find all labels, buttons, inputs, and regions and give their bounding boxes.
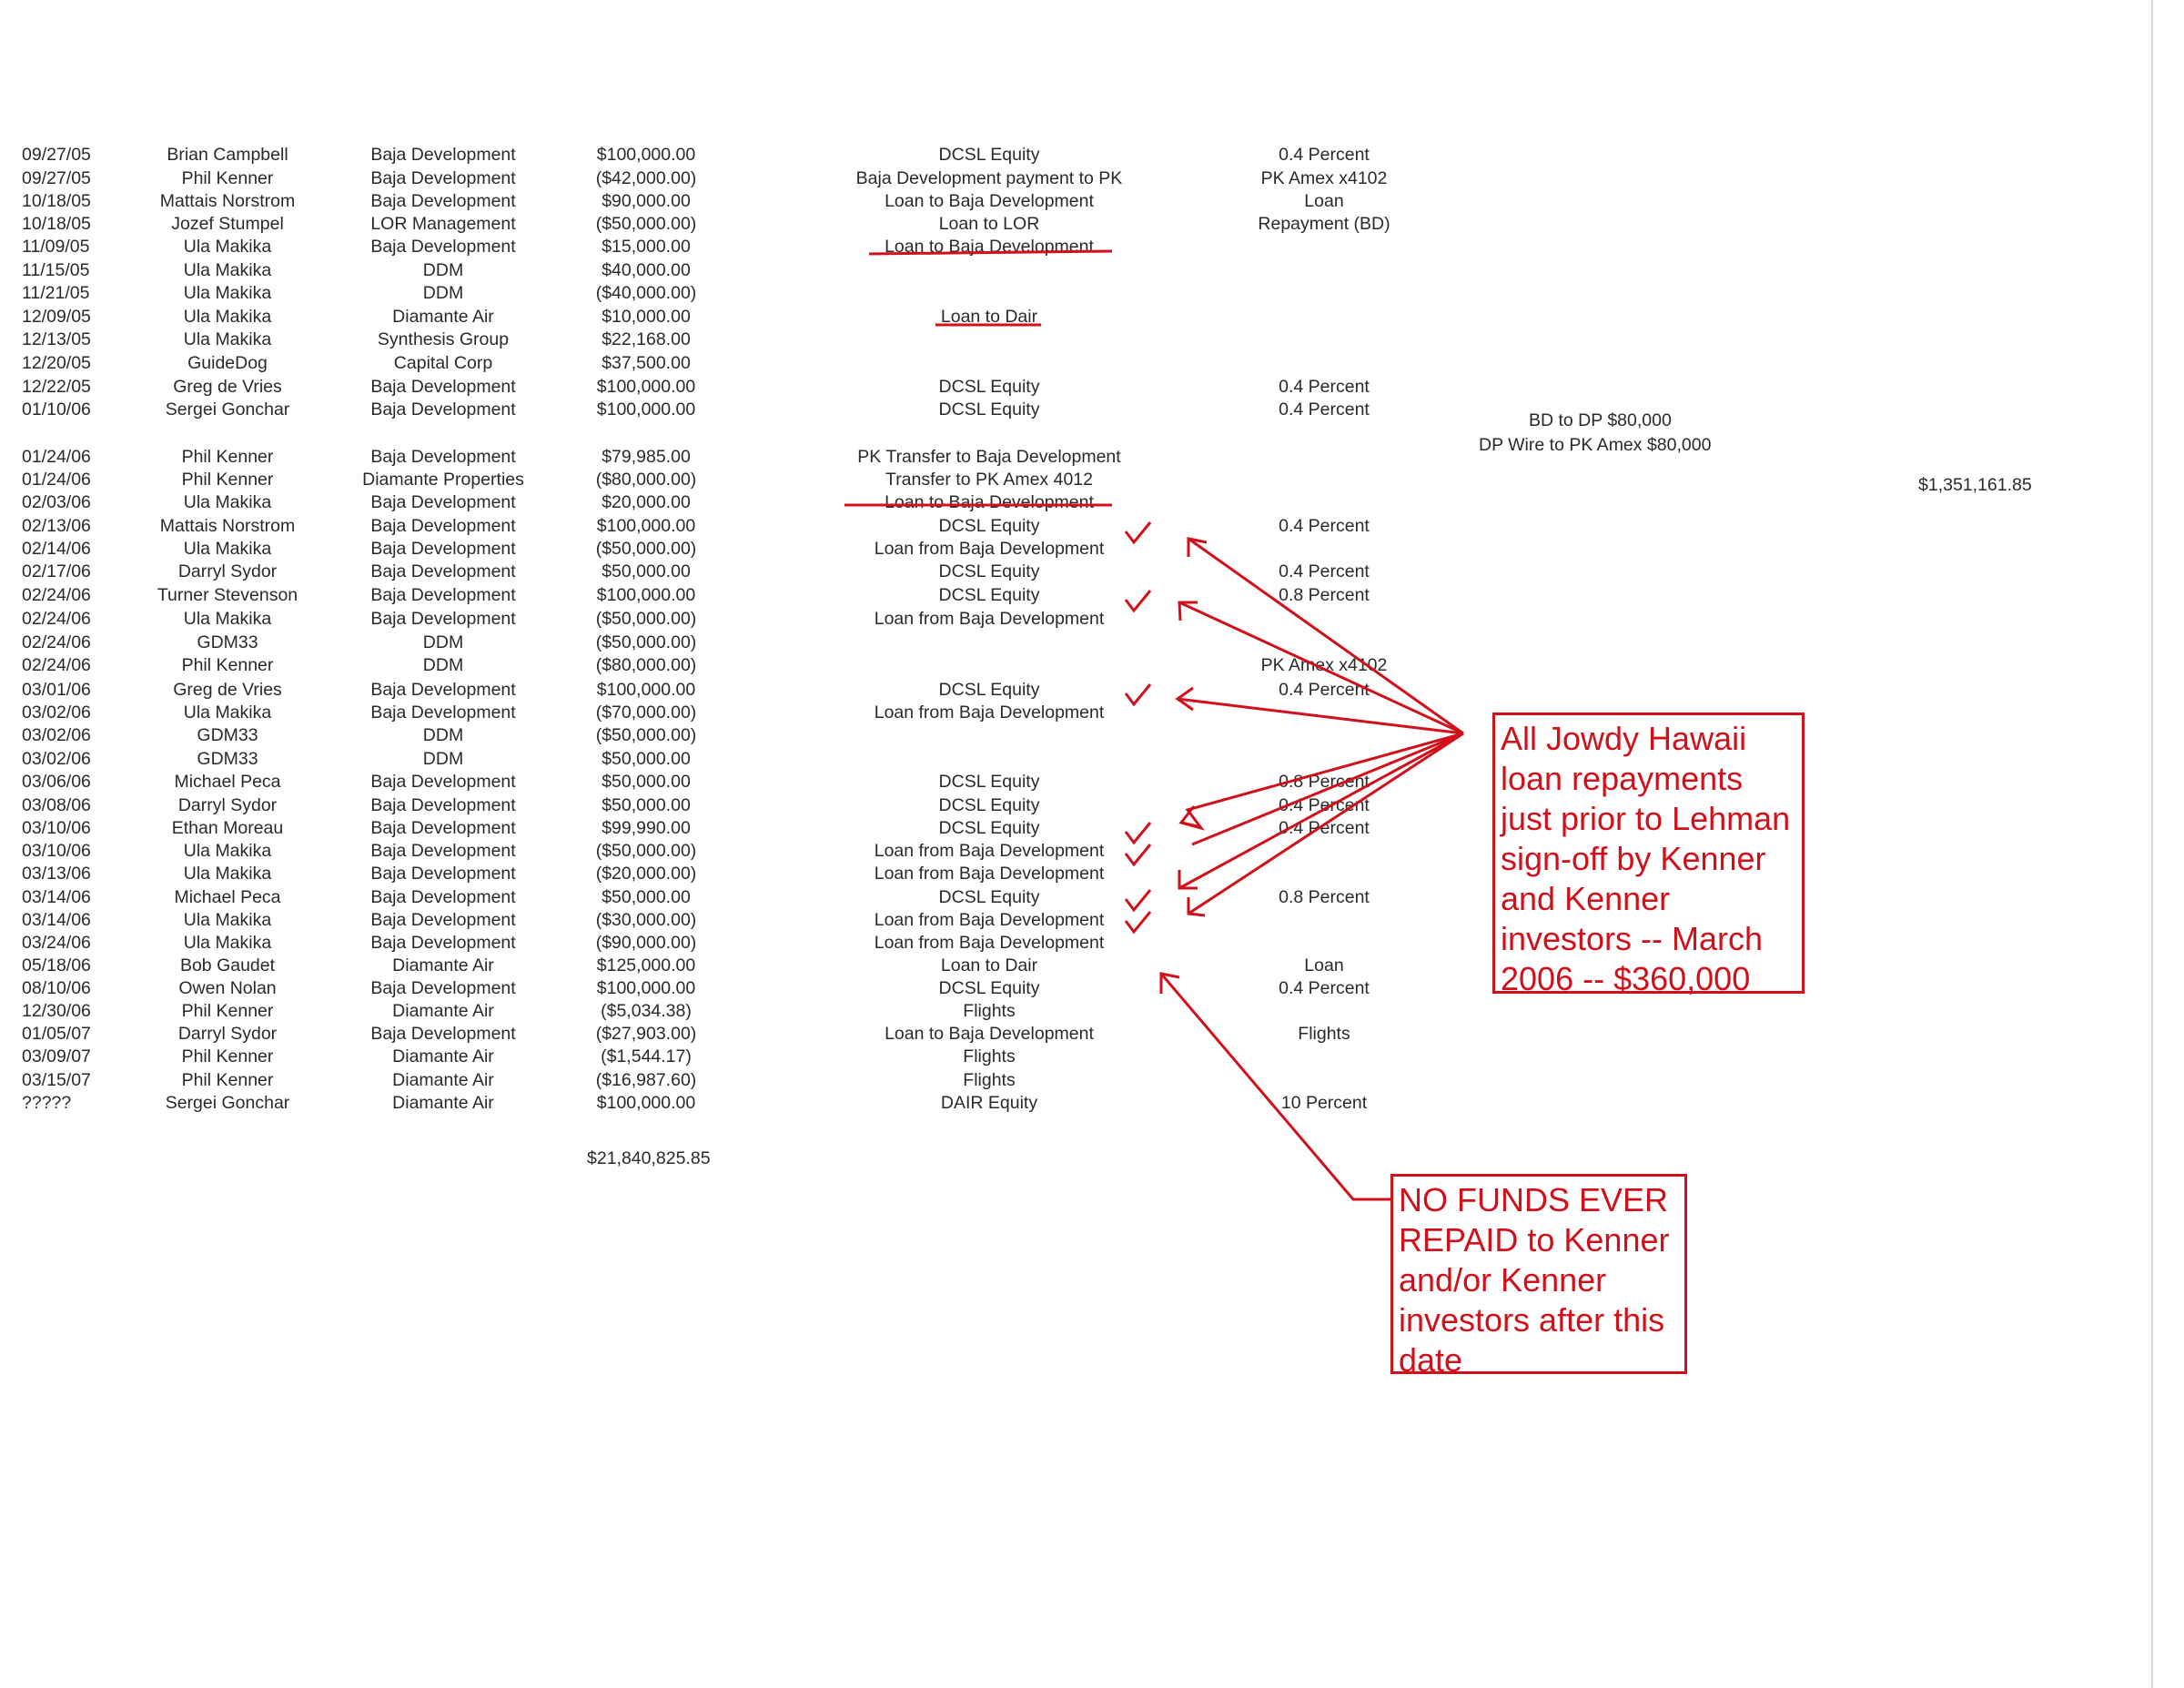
row-name: GDM33 [197,725,258,745]
row-note: 0.4 Percent [1279,561,1370,581]
row-description: Loan from Baja Development [874,933,1105,953]
row-date: 10/18/05 [22,191,91,211]
row-description: DCSL Equity [938,399,1040,419]
row-description: Loan to Baja Development [885,492,1094,512]
row-amount: $10,000.00 [602,307,691,327]
row-date: 03/14/06 [22,910,91,930]
row-note: 0.8 Percent [1279,887,1370,907]
row-amount: $100,000.00 [596,516,696,536]
row-amount: $100,000.00 [596,680,696,700]
row-name: Ula Makika [183,841,272,861]
row-name: Jozef Stumpel [171,214,284,234]
row-date: 03/09/07 [22,1046,91,1066]
row-note: 0.8 Percent [1279,585,1370,605]
row-note: 0.4 Percent [1279,399,1370,419]
row-amount: $100,000.00 [596,585,696,605]
row-description: Loan to Baja Development [885,1024,1094,1044]
row-name: Ula Makika [183,702,272,723]
row-amount: ($80,000.00) [595,655,697,675]
row-amount: ($20,000.00) [595,864,697,884]
row-note: Loan [1304,191,1344,211]
row-description: DCSL Equity [938,516,1040,536]
row-description: Flights [963,1001,1016,1021]
row-date: 02/03/06 [22,492,91,512]
row-name: Phil Kenner [181,655,274,675]
right-total: $1,351,161.85 [1918,475,2032,495]
row-description: DCSL Equity [938,680,1040,700]
row-company: Diamante Air [392,1070,494,1090]
bd-note-2: DP Wire to PK Amex $80,000 [1479,435,1712,455]
row-company: Baja Development [370,864,516,884]
row-company: Diamante Air [392,1046,494,1066]
row-description: Flights [963,1046,1016,1066]
row-company: Baja Development [370,191,516,211]
checkmark [1126,823,1150,843]
row-name: Greg de Vries [173,377,282,397]
row-company: Diamante Air [392,1093,494,1113]
row-name: Michael Peca [174,887,281,907]
row-company: Baja Development [370,702,516,723]
row-note: Repayment (BD) [1258,214,1390,234]
row-date: 03/24/06 [22,933,91,953]
row-amount: ($50,000.00) [595,725,697,745]
row-amount: ($30,000.00) [595,910,697,930]
grand-total: $21,840,825.85 [587,1148,711,1168]
row-name: Turner Stevenson [157,585,298,605]
row-date: 03/02/06 [22,749,91,769]
row-company: Baja Development [370,237,516,257]
row-amount: $100,000.00 [596,1093,696,1113]
row-name: Sergei Gonchar [165,1093,290,1113]
row-amount: $50,000.00 [602,772,691,792]
row-amount: ($16,987.60) [595,1070,697,1090]
checkmark [1126,591,1150,611]
row-description: DCSL Equity [938,145,1040,165]
row-date: 12/13/05 [22,329,91,349]
checkmark [1126,890,1150,910]
row-amount: ($1,544.17) [601,1046,692,1066]
row-date: ????? [22,1093,72,1113]
row-date: 11/09/05 [22,237,90,257]
row-company: DDM [422,749,464,769]
row-date: 03/06/06 [22,772,91,792]
row-company: LOR Management [370,214,516,234]
row-date: 03/02/06 [22,725,91,745]
row-name: Sergei Gonchar [165,399,290,419]
row-date: 02/24/06 [22,655,91,675]
row-date: 03/10/06 [22,841,91,861]
row-name: Ula Makika [183,910,272,930]
row-date: 03/02/06 [22,702,91,723]
row-company: Diamante Air [392,1001,494,1021]
row-name: Phil Kenner [181,168,274,188]
row-amount: $22,168.00 [602,329,691,349]
checkmark [1126,844,1150,864]
row-amount: $40,000.00 [602,260,691,280]
row-date: 01/24/06 [22,470,91,490]
row-date: 08/10/06 [22,978,91,998]
row-date: 02/14/06 [22,539,91,559]
row-description: Loan from Baja Development [874,864,1105,884]
row-note: Loan [1304,955,1344,975]
row-description: Transfer to PK Amex 4012 [885,470,1093,490]
row-name: Ula Makika [183,864,272,884]
row-note: 0.4 Percent [1279,818,1370,838]
row-description: Loan to Baja Development [885,191,1094,211]
row-company: Baja Development [370,680,516,700]
row-note: 0.4 Percent [1279,145,1370,165]
row-name: GDM33 [197,632,258,652]
row-name: Ula Makika [183,609,272,629]
row-company: Baja Development [370,377,516,397]
row-description: Loan to Baja Development [885,237,1094,257]
row-name: GDM33 [197,749,258,769]
row-description: Loan from Baja Development [874,539,1105,559]
row-description: DCSL Equity [938,978,1040,998]
row-amount: ($50,000.00) [595,214,697,234]
row-company: Baja Development [370,585,516,605]
row-company: DDM [422,655,464,675]
row-company: Baja Development [370,447,516,467]
row-name: Brian Campbell [167,145,288,165]
row-amount: $100,000.00 [596,399,696,419]
row-name: Ula Makika [183,260,272,280]
row-date: 03/01/06 [22,680,91,700]
row-description: Loan from Baja Development [874,609,1105,629]
row-name: Owen Nolan [178,978,277,998]
row-date: 11/15/05 [22,260,90,280]
row-company: Baja Development [370,978,516,998]
row-description: Loan from Baja Development [874,702,1105,723]
row-name: Phil Kenner [181,447,274,467]
row-description: Loan to LOR [938,214,1040,234]
row-date: 11/21/05 [22,283,90,303]
row-amount: $50,000.00 [602,887,691,907]
row-name: GuideDog [187,353,268,373]
row-name: Ula Makika [183,329,272,349]
row-description: Loan to Dair [940,955,1038,975]
row-date: 12/30/06 [22,1001,91,1021]
row-note: 0.4 Percent [1279,680,1370,700]
row-amount: $100,000.00 [596,377,696,397]
row-name: Ula Makika [183,492,272,512]
row-amount: $15,000.00 [602,237,691,257]
row-date: 10/18/05 [22,214,91,234]
row-description: PK Transfer to Baja Development [857,447,1121,467]
row-company: Synthesis Group [377,329,510,349]
row-amount: ($27,903.00) [595,1024,697,1044]
row-company: Capital Corp [393,353,493,373]
row-amount: $100,000.00 [596,145,696,165]
row-date: 03/08/06 [22,795,91,815]
row-description: DCSL Equity [938,377,1040,397]
row-date: 02/17/06 [22,561,91,581]
row-amount: ($50,000.00) [595,632,697,652]
row-name: Mattais Norstrom [159,191,296,211]
row-name: Darryl Sydor [177,561,278,581]
row-company: Baja Development [370,841,516,861]
row-date: 09/27/05 [22,168,91,188]
row-date: 12/09/05 [22,307,91,327]
row-note: PK Amex x4102 [1260,655,1388,675]
row-description: Flights [963,1070,1016,1090]
row-amount: $50,000.00 [602,561,691,581]
page-edge [2151,0,2184,1688]
row-company: DDM [422,632,464,652]
row-description: Loan from Baja Development [874,910,1105,930]
row-amount: ($90,000.00) [595,933,697,953]
row-amount: $37,500.00 [602,353,691,373]
row-company: Baja Development [370,539,516,559]
row-company: DDM [422,260,464,280]
row-company: Baja Development [370,933,516,953]
row-company: Baja Development [370,910,516,930]
row-amount: $50,000.00 [602,749,691,769]
row-note: Flights [1298,1024,1350,1044]
row-amount: $79,985.00 [602,447,691,467]
row-amount: $100,000.00 [596,978,696,998]
callout-no-funds: NO FUNDS EVER REPAID to Kenner and/or Kenner investors after this date [1390,1174,1687,1374]
row-note: 0.4 Percent [1279,377,1370,397]
row-company: Baja Development [370,168,516,188]
row-amount: $50,000.00 [602,795,691,815]
row-company: Baja Development [370,818,516,838]
row-description: Loan to Dair [940,307,1038,327]
row-description: Loan from Baja Development [874,841,1105,861]
row-amount: ($42,000.00) [595,168,697,188]
row-description: DCSL Equity [938,887,1040,907]
row-description: DCSL Equity [938,795,1040,815]
row-date: 03/13/06 [22,864,91,884]
row-amount: $90,000.00 [602,191,691,211]
row-company: Diamante Air [392,307,494,327]
row-company: Baja Development [370,772,516,792]
row-amount: ($70,000.00) [595,702,697,723]
row-company: Diamante Air [392,955,494,975]
row-company: DDM [422,725,464,745]
row-amount: $125,000.00 [596,955,696,975]
row-name: Ula Makika [183,933,272,953]
row-description: DCSL Equity [938,772,1040,792]
row-name: Ethan Moreau [171,818,284,838]
row-company: Baja Development [370,609,516,629]
row-company: Diamante Properties [362,470,524,490]
row-amount: ($50,000.00) [595,609,697,629]
row-date: 01/24/06 [22,447,91,467]
row-company: Baja Development [370,1024,516,1044]
row-date: 01/05/07 [22,1024,91,1044]
row-note: 10 Percent [1280,1093,1368,1113]
row-name: Bob Gaudet [179,955,276,975]
row-description: DCSL Equity [938,561,1040,581]
row-name: Darryl Sydor [177,795,278,815]
row-note: PK Amex x4102 [1260,168,1388,188]
row-date: 03/15/07 [22,1070,91,1090]
row-description: DCSL Equity [938,818,1040,838]
callout-repayments: All Jowdy Hawaii loan repayments just prior to Lehman sign-off by Kenner and Kenner investors -- March 2006 -- $360,000 [1492,713,1805,994]
row-name: Greg de Vries [173,680,282,700]
row-amount: ($50,000.00) [595,539,697,559]
row-name: Darryl Sydor [177,1024,278,1044]
row-date: 05/18/06 [22,955,91,975]
row-date: 02/24/06 [22,609,91,629]
row-note: 0.4 Percent [1279,978,1370,998]
row-amount: ($80,000.00) [595,470,697,490]
row-company: Baja Development [370,795,516,815]
row-name: Ula Makika [183,307,272,327]
row-description: DAIR Equity [940,1093,1038,1113]
row-date: 02/24/06 [22,632,91,652]
row-amount: ($50,000.00) [595,841,697,861]
row-date: 02/13/06 [22,516,91,536]
row-date: 01/10/06 [22,399,91,419]
row-note: 0.4 Percent [1279,516,1370,536]
row-company: Baja Development [370,516,516,536]
row-note: 0.8 Percent [1279,772,1370,792]
row-company: DDM [422,283,464,303]
row-date: 03/14/06 [22,887,91,907]
row-amount: $99,990.00 [602,818,691,838]
row-name: Ula Makika [183,283,272,303]
row-date: 12/20/05 [22,353,91,373]
row-amount: ($40,000.00) [595,283,697,303]
checkmark [1126,684,1150,704]
checkmark [1126,522,1150,542]
row-name: Ula Makika [183,539,272,559]
row-amount: ($5,034.38) [601,1001,692,1021]
row-company: Baja Development [370,887,516,907]
row-company: Baja Development [370,561,516,581]
row-note: 0.4 Percent [1279,795,1370,815]
row-date: 12/22/05 [22,377,91,397]
row-name: Michael Peca [174,772,281,792]
checkmark [1126,912,1150,932]
row-company: Baja Development [370,492,516,512]
row-description: DCSL Equity [938,585,1040,605]
row-company: Baja Development [370,145,516,165]
row-company: Baja Development [370,399,516,419]
row-date: 03/10/06 [22,818,91,838]
row-name: Ula Makika [183,237,272,257]
row-amount: $20,000.00 [602,492,691,512]
row-date: 09/27/05 [22,145,91,165]
row-name: Phil Kenner [181,1001,274,1021]
row-date: 02/24/06 [22,585,91,605]
row-name: Phil Kenner [181,1046,274,1066]
bd-note-1: BD to DP $80,000 [1529,410,1672,430]
row-name: Phil Kenner [181,470,274,490]
row-name: Phil Kenner [181,1070,274,1090]
row-description: Baja Development payment to PK [855,168,1123,188]
row-name: Mattais Norstrom [159,516,296,536]
